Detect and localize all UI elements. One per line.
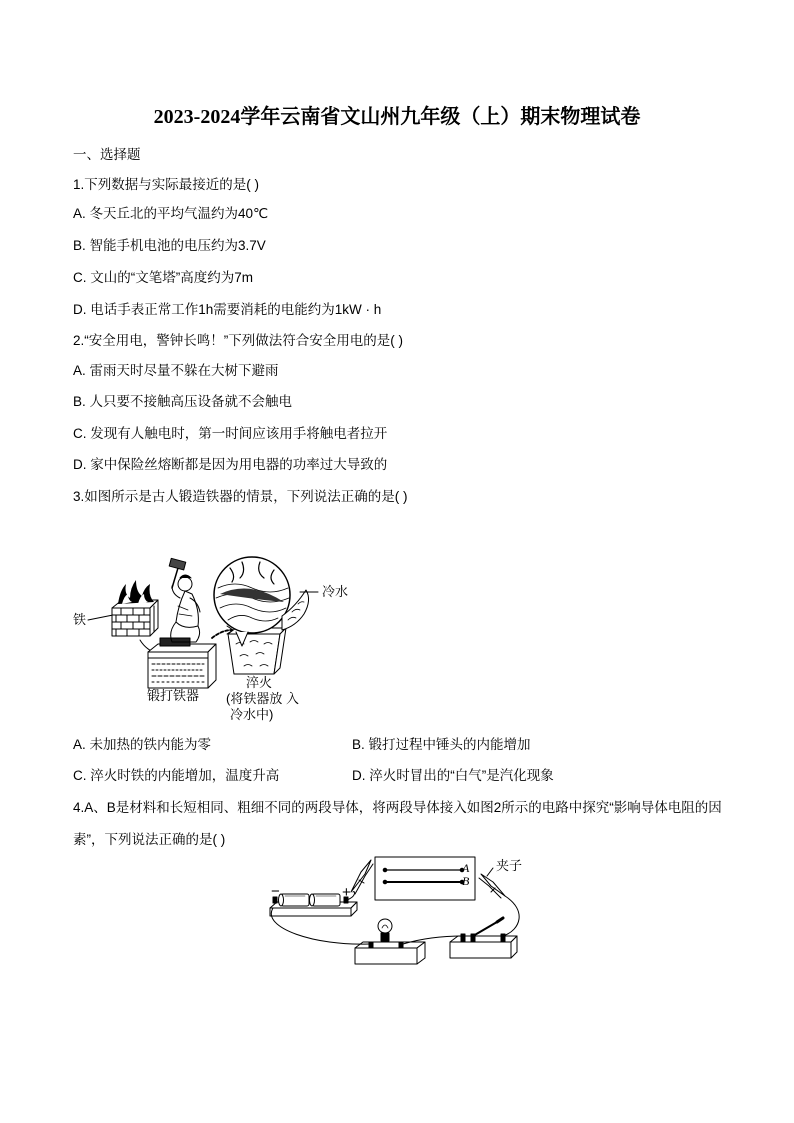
label-cold-water: 冷水	[322, 584, 349, 599]
conductor-board	[375, 857, 475, 900]
label-clip: 夹子	[496, 858, 523, 873]
question-2-option-c: C. 发现有人触电时，第一时间应该用手将触电者拉开	[73, 426, 388, 441]
question-4-stem: 4.A、B是材料和长短相同、粗细不同的两段导体，将两段导体接入如图2所示的电路中探究“影响导体电阻的因素”，下列说法正确的是( )	[73, 800, 722, 847]
forging-illustration	[60, 550, 370, 730]
section-heading: 一、选择题	[73, 147, 141, 162]
label-iron: 铁	[73, 612, 87, 627]
label-forging: 锻打铁器	[147, 688, 200, 703]
question-1-stem: 1.下列数据与实际最接近的是( )	[73, 177, 260, 192]
question-1-option-a: A. 冬天丘北的平均气温约为40℃	[73, 206, 269, 221]
question-3-option-a: A. 未加热的铁内能为零	[73, 737, 212, 752]
question-3-stem: 3.如图所示是古人锻造铁器的情景，下列说法正确的是( )	[73, 489, 408, 504]
question-3-option-b: B. 锻打过程中锤头的内能增加	[352, 737, 531, 752]
label-plus: +	[342, 884, 351, 901]
question-2-option-d: D. 家中保险丝熔断都是因为用电器的功率过大导致的	[73, 457, 388, 472]
label-quenching: 淬火	[246, 675, 273, 690]
label-conductor-b: B	[462, 874, 470, 888]
right-clip	[479, 874, 505, 898]
question-1-option-c: C. 文山的“文笔塔”高度约为7m	[73, 270, 253, 285]
circuit-illustration	[265, 850, 535, 970]
fire	[118, 580, 154, 604]
clip-pointer-line	[487, 868, 493, 876]
label-quenching-note-2: 冷水中)	[230, 707, 274, 722]
question-2-option-a: A. 雷雨天时尽量不躲在大树下避雨	[73, 363, 279, 378]
left-clip	[351, 860, 373, 894]
question-1-option-b: B. 智能手机电池的电压约为3.7V	[73, 238, 266, 253]
label-minus: −	[271, 883, 280, 900]
question-3-option-c: C. 淬火时铁的内能增加，温度升高	[73, 768, 280, 783]
question-1-option-d: D. 电话手表正常工作1h需要消耗的电能约为1kW · h	[73, 302, 382, 317]
question-3-option-d: D. 淬火时冒出的“白气”是汽化现象	[352, 768, 554, 783]
anvil-block	[148, 638, 216, 688]
question-2-option-b: B. 人只要不接触高压设备就不会触电	[73, 394, 293, 409]
forge	[112, 600, 158, 636]
page-title: 2023-2024学年云南省文山州九年级（上）期末物理试卷	[153, 106, 641, 128]
blacksmith-figure	[171, 575, 200, 642]
label-conductor-a: A	[462, 861, 470, 875]
knife-switch	[450, 918, 517, 958]
label-quenching-note-1: (将铁器放 入	[226, 691, 299, 706]
question-2-stem: 2.“安全用电，警钟长鸣！”下列做法符合安全用电的是( )	[73, 333, 403, 348]
